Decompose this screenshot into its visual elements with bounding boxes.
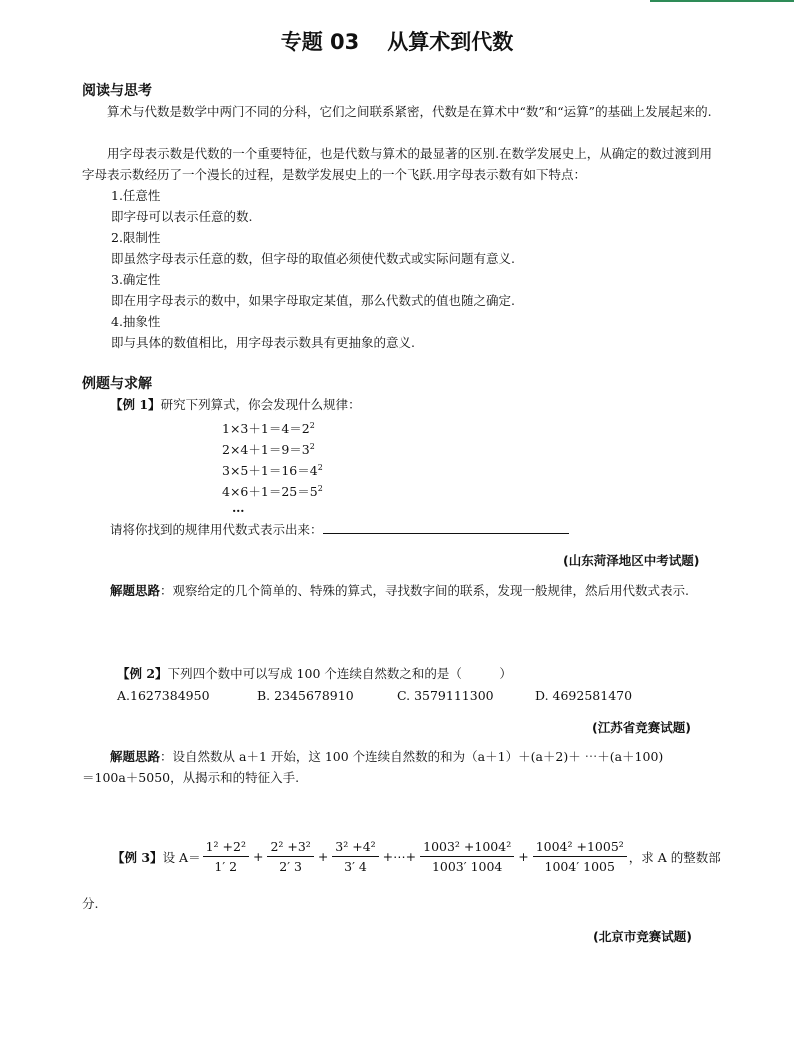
reading-paragraph-1: 算术与代数是数学中两门不同的分科，它们之间联系紧密，代数是在算术中“数”和“运算”的基础上发展起来的. bbox=[107, 104, 712, 119]
example-2-source: (江苏省竞赛试题) bbox=[592, 720, 691, 735]
example-2-prompt bbox=[117, 663, 512, 684]
reading-paragraph-2: 用字母表示数是代数的一个重要特征，也是代数与算术的最显著的区别.在数学发展史上，从确定的数过渡到用字母表示数经历了一个漫长的过程，是数学发展史上的一个飞跃.用字母表示数有如下特点： bbox=[82, 146, 712, 182]
section-heading-reading: 阅读与思考 bbox=[82, 83, 152, 99]
hint-label-2: 解题思路 bbox=[110, 749, 161, 764]
ellipsis-operator: +⋯+ bbox=[382, 849, 417, 864]
topic-name: 从算术到代数 bbox=[387, 30, 514, 54]
example-1-ellipsis: … bbox=[232, 500, 245, 515]
example-3-lead: 设 A＝ bbox=[162, 849, 201, 865]
feature-desc-3: 即在用字母表示的数中，如果字母取定某值，那么代数式的值也随之确定. bbox=[111, 293, 515, 308]
feature-desc-4: 即与具体的数值相比，用字母表示数具有更抽象的意义. bbox=[111, 335, 415, 350]
fraction-term-1: $\frac{\text{1² +2²}}{1' 2}$ bbox=[203, 839, 249, 874]
feature-desc-1: 即字母可以表示任意的数. bbox=[111, 209, 253, 224]
feature-desc-2: 即虽然字母表示任意的数，但字母的取值必须使代数式或实际问题有意义. bbox=[111, 251, 515, 266]
fraction-term-2: $\frac{\text{2² +3²}}{2' 3}$ bbox=[267, 839, 313, 874]
page-title bbox=[0, 26, 794, 56]
topic-number: 专题 03 bbox=[280, 30, 360, 54]
fraction-term-4: $\frac{\text{1003² +1004²}}{1003' 1004}$ bbox=[420, 839, 514, 874]
example-1-line-4: $4\times 6+1=25=5^2$ bbox=[222, 484, 323, 500]
section-heading-examples: 例题与求解 bbox=[82, 376, 152, 392]
example-2-option-d: D. 4692581470 bbox=[535, 688, 633, 703]
example-3-tag: 【例 3】 bbox=[112, 849, 163, 865]
example-1-text: 研究下列算式，你会发现什么规律： bbox=[160, 397, 361, 412]
example-3-source: (北京市竞赛试题) bbox=[593, 929, 692, 944]
example-1-prompt bbox=[110, 394, 361, 415]
example-2-option-b: B. 2345678910 bbox=[257, 688, 354, 703]
example-1-line-2: $2\times 4+1=9=3^2$ bbox=[222, 442, 315, 458]
feature-title-4: 4.抽象性 bbox=[111, 314, 161, 329]
example-2-hint-line-1: 解题思路：设自然数从 a＋1 开始，这 100 个连续自然数的和为（a＋1）＋(a＋2)＋ ⋯＋(a＋100) bbox=[110, 749, 664, 764]
example-1-ask: 请将你找到的规律用代数式表示出来： bbox=[110, 519, 569, 540]
hint-label-1: 解题思路 bbox=[110, 583, 161, 598]
header-accent-line bbox=[650, 0, 794, 2]
example-2-option-a: A.1627384950 bbox=[117, 688, 210, 703]
fraction-term-3: $\frac{\text{3² +4²}}{3' 4}$ bbox=[332, 839, 378, 874]
feature-title-3: 3.确定性 bbox=[111, 272, 161, 287]
example-2-option-c: C. 3579111300 bbox=[397, 688, 494, 703]
example-2-tag: 【例 2】 bbox=[117, 666, 168, 681]
example-1-hint: 解题思路：观察给定的几个简单的、特殊的算式，寻找数字间的联系，发现一般规律，然后用代数式表示. bbox=[110, 583, 689, 598]
fraction-term-5: $\frac{\text{1004² +1005²}}{1004' 1005}$ bbox=[533, 839, 627, 874]
example-3-tail: ，求 A 的整数部 bbox=[628, 849, 721, 865]
example-1-tag: 【例 1】 bbox=[110, 397, 161, 412]
answer-blank[interactable] bbox=[323, 521, 569, 534]
example-2-hint-line-2: ＝100a＋5050，从揭示和的特征入手. bbox=[82, 770, 300, 785]
example-2-text: 下列四个数中可以写成 100 个连续自然数之和的是（ ） bbox=[167, 666, 512, 681]
feature-title-2: 2.限制性 bbox=[111, 230, 161, 245]
example-3-formula: 【例 3】 设 A＝ $\frac{\text{1² +2²}}{1' 2}$ + $\frac{\text{2² +3²}}{2' 3}$ + $\frac{\text{3² +4²}}{3' 4}$ +⋯+ $\frac{\text{1003² +1004²}}{1003' 1004}$ + $\frac{\text{1004² +1005²}}{1004' 1005}$ ，求 A 的整数部 bbox=[112, 839, 721, 874]
feature-title-1: 1.任意性 bbox=[111, 188, 161, 203]
example-1-line-1: $1\times 3+1=4=2^2$ bbox=[222, 421, 315, 437]
example-3-tail-line-2: 分. bbox=[82, 896, 99, 911]
example-1-line-3: $3\times 5+1=16=4^2$ bbox=[222, 463, 323, 479]
example-1-source: (山东菏泽地区中考试题) bbox=[563, 553, 700, 568]
